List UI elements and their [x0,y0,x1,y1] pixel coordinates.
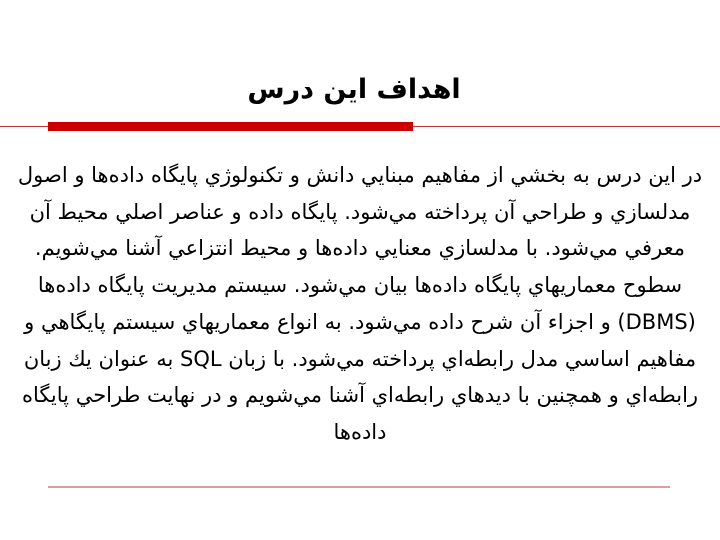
slide-body-text: در اين درس به بخشي از مفاهيم مبنايي دانش و تكنولوژي پايگاه داده‌ها و اصول مدلسازي و طراحي آن پرداخته مي‌شود. پايگاه داده و عناصر اصلي محيط آن معرفي مي‌شود. با مدلسازي معنايي داده‌ها و محيط انتزاعي آشنا مي‌شويم. سطوح معماريهاي پايگاه داده‌ها بيان مي‌شود. سيستم مديريت پايگاه داده‌ها (DBMS) و اجزاء آن شرح داده مي‌شود. به انواع معماريهاي سيستم پايگاهي و مفاهيم اساسي مدل رابطه‌اي پرداخته مي‌شود. با زبان SQL به عنوان يك زبان رابطه‌اي و همچنين با ديدهاي رابطه‌اي آشنا مي‌شويم و در نهايت طراحي پايگاه داده‌ها [17,163,703,444]
footer-rule [48,486,670,488]
slide-title: اهداف اين درس [247,74,461,105]
title-underline-accent-bar [48,122,413,131]
